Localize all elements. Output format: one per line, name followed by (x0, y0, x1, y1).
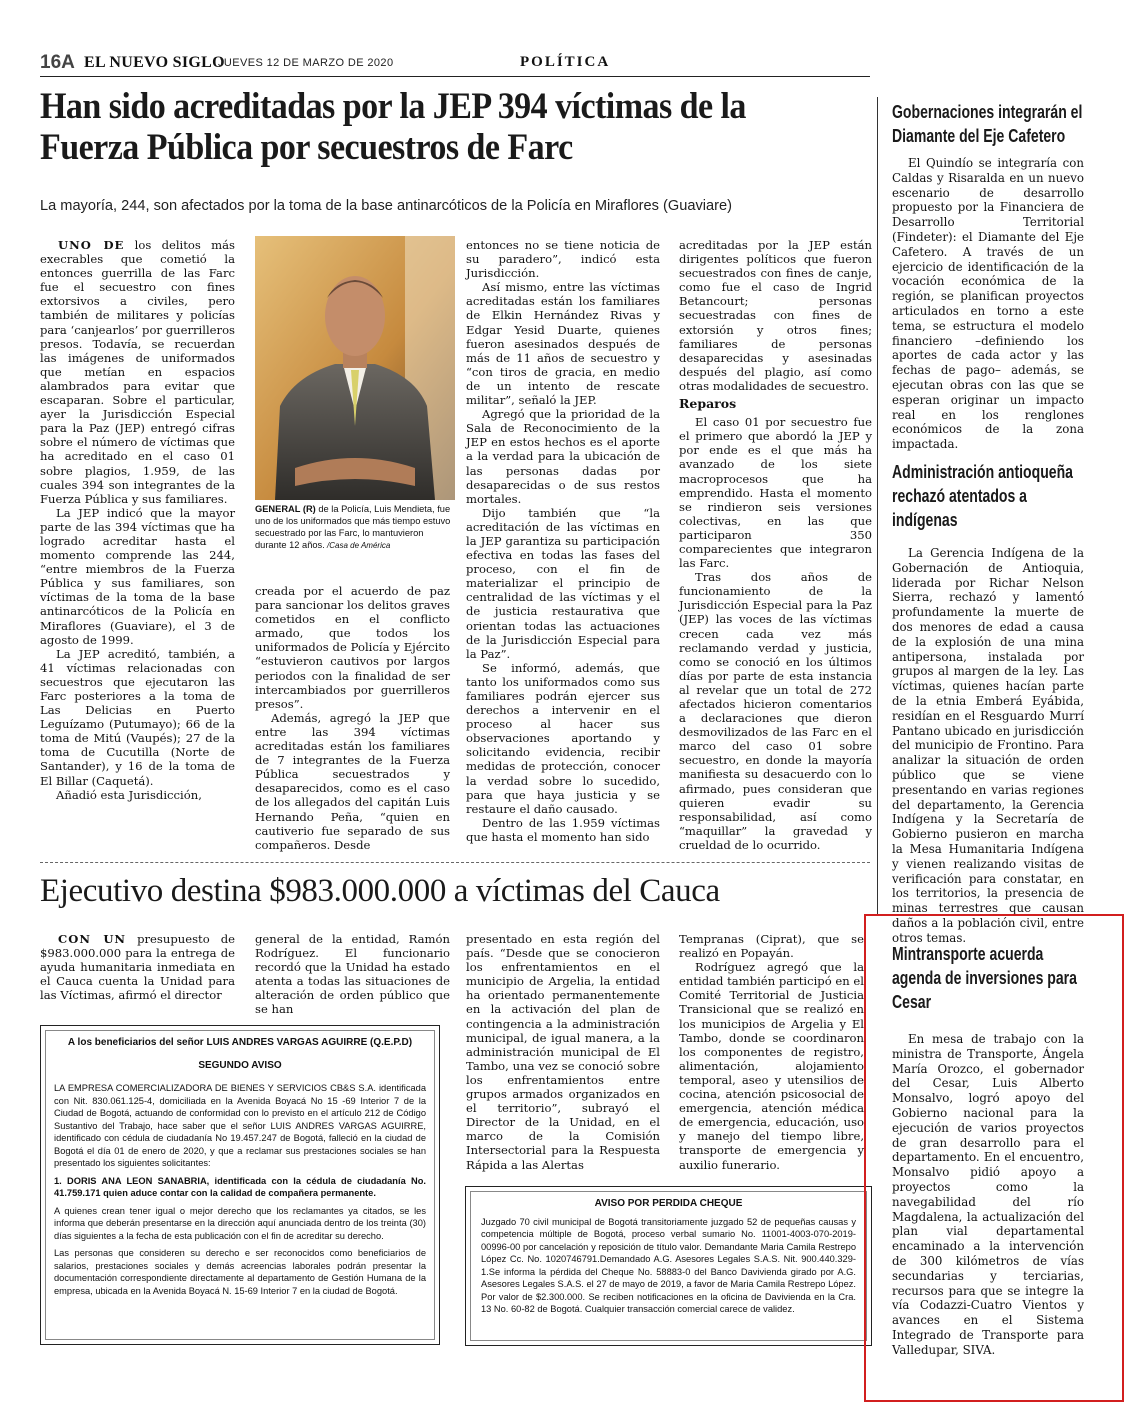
sidebar-item3-title: Mintransporte acuerda agenda de inversiones para Cesar (892, 944, 1077, 1012)
sidebar-item3-body: En mesa de trabajo con la ministra de Transporte, Ángela María Orozco, el gobernador del Cesar, Luis Alberto Monsalvo, logró apoyo del Gobierno nacional para la ejecución de varios proyectos de gran desarrollo para el departamento. En el encuentro, Monsalvo pidió apoyo a proyectos como la navegabilidad del río Magdalena, la actualización del plan vial departamental encaminado a la intervención de 300 kilómetros de vías secundarias y terciarias, recursos para que se integre la vía Codazzi-Cuatro Vientos y avances en el Sistema Integrado de Transporte para Valledupar, SIVA. (892, 1032, 1084, 1357)
paragraph: Añadió esta Jurisdicción, (56, 787, 202, 802)
sidebar-item2-body: La Gerencia Indígena de la Gobernación de Antioquia, liderada por Richar Nelson Sierra, rechazó y lamentó profundamente la muerte de dos menores de edad a causa de la explosión de una mina antipersona, instalada por grupos al margen de la ley. Las víctimas, quienes hacían parte de la etnia Emberá Eyábida, residían en el Resguardo Murrí Pantano ubicado en jurisdicción del municipio de Frontino. Para analizar la situación de orden público que se viene presentando en varias regiones del departamento, la Gerencia Indígena y la Secretaría de Gobierno pusieron en marcha la Mesa Humanitaria Indígena y vienen realizando visitas de verificación para constatar, en los territorios, la presencia de minas terrestres que causan daños a la población civil, entre otros temas. (892, 546, 1084, 945)
notice-paragraph: Las personas que consideren su derecho e ser reconocidos como beneficiarios de salarios, prestaciones sociales y demás acreencias laborales podrán presentar la documentación correspondiente directamente al departamento de Gestión Humana de la empresa, ubicada en la Avenida Boyacá N. 15-69 Interior 7 en la ciudad de Bogotá. (54, 1248, 426, 1296)
notice-body: Juzgado 70 civil municipal de Bogotá transitoriamente juzgado 52 de pequeñas causas y competencia múltiple de Bogotá, proceso verbal sumario No. 11001-4003-070-2019-00996-00 por cancelación y reposición de título valor. Demandante Maria Camila Restrepo López Cc. No. 1020746791.Demandado A.G. Asesores Legales S.A.S. Nit. 900.440.329-1.Se informa la pérdida del Cheque No. 58883-0 del Banco Davivienda girado por A.G. Asesores Legales S.A.S. el 27 de mayo de 2019, a favor de Maria Camila Restrepo López. Por valor de $2.300.000. Se reciben notificaciones en la oficina de Davivienda en la Cra. 13 No. 60-82 de Bogotá. Cualquier transacción comercial carece de validez. (481, 1216, 856, 1314)
article1-column-4 (679, 238, 872, 852)
paragraph: presentado en esta región del país. “Desde que se conocieron los enfrentamientos en el municipio de Argelia, la entidad ha orientado permanentemente en la activación del plan de contingencia a la administración municipal, de igual manera, a la administración municipal de El Tambo, una vez se conoció sobre los enfrentamientos entre grupos armados organizados en el territorio”, subrayó el Director de la Unidad, en el marco de la Comisión Intersectorial para la Respuesta Rápida a las Alertas (466, 932, 660, 1172)
paragraph: Rodríguez agregó que la entidad también participó en el Comité Territorial de Justicia Transicional que se realizó en los municipios de Argelia y El Tambo, donde se coordinaron los componentes de registro, alimentación, alojamiento temporal, aseo y utensilios de cocina, atención psicosocial de emergencia, atención médica de emergencia, educación, uso y manejo del tiempo libre, transporte de emergencia y auxilio funerario. (679, 960, 864, 1172)
notice-subtitle: SEGUNDO AVISO (198, 1059, 282, 1071)
paragraph: entonces no se tiene noticia de su paradero”, indicó esta Jurisdicción. (466, 238, 660, 281)
notice-title: A los beneficiarios del señor LUIS ANDRES VARGAS AGUIRRE (Q.E.P.D) (67, 1037, 413, 1048)
lead-word: CON UN (58, 932, 127, 946)
paragraph: acreditadas por la JEP están dirigentes políticos que fueron secuestrados con fines de canje, como fue el caso de Ingrid Betancourt; personas secuestradas con fines de extorsión y otros fines; familiares de personas desaparecidas y asesinadas después del plagio, así como otras modalidades de secuestro. (679, 238, 872, 393)
sidebar-item2-title: Administración antioqueña rechazó atentados a indígenas (892, 462, 1073, 530)
article2-headline: Ejecutivo destina $983.000.000 a víctimas del Cauca (40, 873, 720, 909)
paragraph: La JEP indicó que la mayor parte de las 394 víctimas que ha logrado acreditar hasta el momento comprende las 244, “entre miembros de la Fuerza Pública y sus familiares, son víctimas de la toma de la base antinarcóticos de la Policía en Miraflores (Guaviare), el 3 de agosto de 1999. (40, 505, 235, 647)
photo-caption: GENERAL (R) de la Policía, Luis Mendieta, fue uno de los uniformados que más tiempo estuvo secuestrado por las Farc, lo mantuvieron durante 12 años. /Casa de América (255, 504, 451, 550)
paragraph: El caso 01 por secuestro fue el primero que abordó la JEP y por ende es el que más ha avanzado de los siete macroprocesos que ha emprendido. Hasta el momento se rindieron seis versiones colectivas, en las que participaron 350 comparecientes que integraron las Farc. (679, 415, 872, 571)
notice-paragraph: LA EMPRESA COMERCIALIZADORA DE BIENES Y SERVICIOS CB&S S.A. identificada con Nit. 830.061.125-4, domiciliada en la Avenida Boyacá No 15 -69 Interior 7 de la Ciudad de Bogotá, actuando de conformidad con lo previsto en el artículo 212 de Código Sustantivo del Trabajo, hace saber que el señor LUIS ANDRES VARGAS AGUIRRE, identificado con cédula de ciudadanía No 19.457.247 de Bogotá, falleció en la ciudad de Bogotá el día 01 de enero de 2020, y que a reclamar sus prestaciones sociales se han presentado los siguientes solicitantes: (54, 1083, 426, 1168)
paragraph: Tras dos años de funcionamiento de la Jurisdicción Especial para la Paz (JEP) las voces de las víctimas crecen cada vez más reclamando verdad y justicia, como se conoció en los últimos días por parte de esta instancia al revelar que un total de 272 afectados hicieron comentarios a declaraciones que dieron desmovilizados de las Farc en el marco del caso 01 sobre secuestro, en donde la mayoría manifiesta su desacuerdo con lo afirmado, pues consideran que quieren evadir su responsabilidad, así como “maquillar” la gravedad y crueldad de lo ocurrido. (679, 570, 872, 852)
masthead (40, 50, 870, 77)
article-photo (255, 236, 455, 500)
paragraph: general de la entidad, Ramón Rodríguez. El funcionario recordó que la Unidad ha estado atenta a todas las situaciones de alteración de orden público que se han (255, 932, 450, 1017)
paragraph: Dijo también que “la acreditación de las víctimas en la JEP garantiza su participación efectiva en todas las fases del proceso, con el fin de materializar el principio de centralidad de las víctimas y el de justicia restaurativa que orientan todas las actuaciones de la Jurisdicción Especial para la Paz”. (466, 505, 660, 661)
paragraph: Se informó, además, que tanto los uniformados como sus familiares podrán ejercer sus derechos a intervenir en el proceso al hacer sus observaciones aportando y solicitando evidencia, recibir medidas de protección, conocer la verdad sobre lo sucedido, para que haya justicia y se restaure el daño causado. (466, 660, 660, 816)
newspaper-name: EL NUEVO SIGLO (84, 54, 225, 71)
section-name: POLÍTICA (520, 54, 611, 70)
article-divider (40, 862, 870, 863)
paragraph: Además, agregó la JEP que entre las 394 víctimas acreditadas están los familiares de 7 integrantes de la Fuerza Pública secuestrados y desaparecidos, como es el caso de los allegados del capitán Luis Hernando Peña, “quien en cautiverio fue separado de sus compañeros. Desde (255, 710, 450, 852)
sidebar-item1-title: Gobernaciones integrarán el Diamante del Eje Cafetero (892, 102, 1083, 146)
legal-notice-beneficiaries (40, 1025, 440, 1345)
highlight-box (864, 914, 1124, 1402)
paragraph: La JEP acreditó, también, a 41 víctimas relacionadas con secuestros que ejecutaron las Farc posteriores a la toma de Las Delicias en Puerto Leguízamo (Putumayo); 66 de la toma de Mitú (Vaupés); 27 de la toma de Cucutilla (Norte de Santander), y 16 de la toma de El Billar (Caquetá). (40, 646, 235, 788)
paragraph: Tempranas (Ciprat), que se realizó en Popayán. (679, 932, 864, 961)
paragraph: Agregó que la prioridad de la Sala de Reconocimiento de la JEP en estos hechos es el aporte a la verdad para la ubicación de las personas dadas por desaparecidas o de sus restos mortales. (466, 407, 660, 506)
article1-column-2 (255, 584, 450, 852)
paragraph: Así mismo, entre las víctimas acreditadas están los familiares de Elkin Hernández Rivas y Edgar Yesid Duarte, quienes fueron asesinados después de más de 11 años de secuestro y “con tiros de gracia, en medio de un intento de rescate militar”, señaló la JEP. (466, 280, 660, 408)
notice-title: AVISO POR PERDIDA CHEQUE (594, 1198, 743, 1209)
article1-subhead: La mayoría, 244, son afectados por la toma de la base antinarcóticos de la Policía en Miraflores (Guaviare) (40, 198, 732, 214)
article2-column-2 (255, 932, 450, 1020)
page-number: 16A (40, 52, 75, 73)
article1-headline: Han sido acreditadas por la JEP 394 víctimas de la Fuerza Pública por secuestros de Farc (40, 86, 746, 169)
article1-column-3 (466, 238, 660, 852)
notice-paragraph: 1. DORIS ANA LEON SANABRIA, identificada con la cédula de ciudadanía No. 41.759.171 quien aduce contar con la calidad de compañera permanente. (54, 1175, 426, 1198)
paragraph: UNO DE los delitos más execrables que cometió la entonces guerrilla de las Farc fue el secuestro con fines extorsivos a civiles, pero también de militares y policías para ‘canjearlos’ por guerrilleros presos. Todavía, se recuerdan las imágenes de uniformados que metían en espacios alambrados para evitar que escaparan. Sobre el particular, ayer la Jurisdicción Especial para la Paz (JEP) entregó cifras sobre el número de víctimas que ha acreditado en el caso 01 sobre plagios, 1.959, de las cuales 394 son integrantes de la Fuerza Pública y sus familiares. (40, 238, 235, 506)
lead-word: UNO DE (58, 238, 125, 252)
notice-paragraph: A quienes crean tener igual o mejor derecho que los reclamantes ya citados, se les informa que deberán presentarse en la dirección aquí anunciada dentro de los treinta (30) días siguientes a la fecha de esta publicación con el fin de acreditar su derecho. (54, 1205, 426, 1241)
article1-column-1 (40, 238, 235, 852)
photo-credit: /Casa de América (324, 541, 391, 550)
paragraph: Dentro de las 1.959 víctimas que hasta el momento han sido (466, 815, 660, 844)
subheading-reparos: Reparos (679, 396, 737, 412)
sidebar-item1-body: El Quindío se integraría con Caldas y Risaralda en un nuevo escenario de desarrollo propuesto por la Financiera de Desarrollo Territorial (Findeter): el Diamante del Eje Cafetero. A través de un ejercicio de identificación de la vocación económica de la región, se planifican proyectos articulados en torno a este tema, se estructura el modelo financiero –definiendo los aportes de cada actor y las fechas de pago– además, se ejecutan obras con las que se esperan originar un impacto real en los renglones económicos de la zona impactada. (892, 156, 1084, 452)
sidebar-divider (877, 97, 878, 915)
article2-column-4 (679, 932, 864, 1172)
article2-column-3 (466, 932, 660, 1172)
issue-date: JUEVES 12 DE MARZO DE 2020 (218, 57, 394, 69)
legal-notice-lost-check (465, 1186, 872, 1346)
portrait-image (255, 236, 455, 500)
article2-column-1 (40, 932, 235, 1020)
paragraph: creada por el acuerdo de paz para sancionar los delitos graves cometidos en el conflicto armado, que todos los uniformados de Policía y Ejército “estuvieron cautivos por largos periodos con la finalidad de ser intercambiados por guerrilleros presos”. (255, 584, 450, 711)
paragraph: CON UN presupuesto de $983.000.000 para la entrega de ayuda humanitaria inmediata en el Cauca cuenta la Unidad para las Víctimas, afirmó el director (40, 932, 236, 1003)
